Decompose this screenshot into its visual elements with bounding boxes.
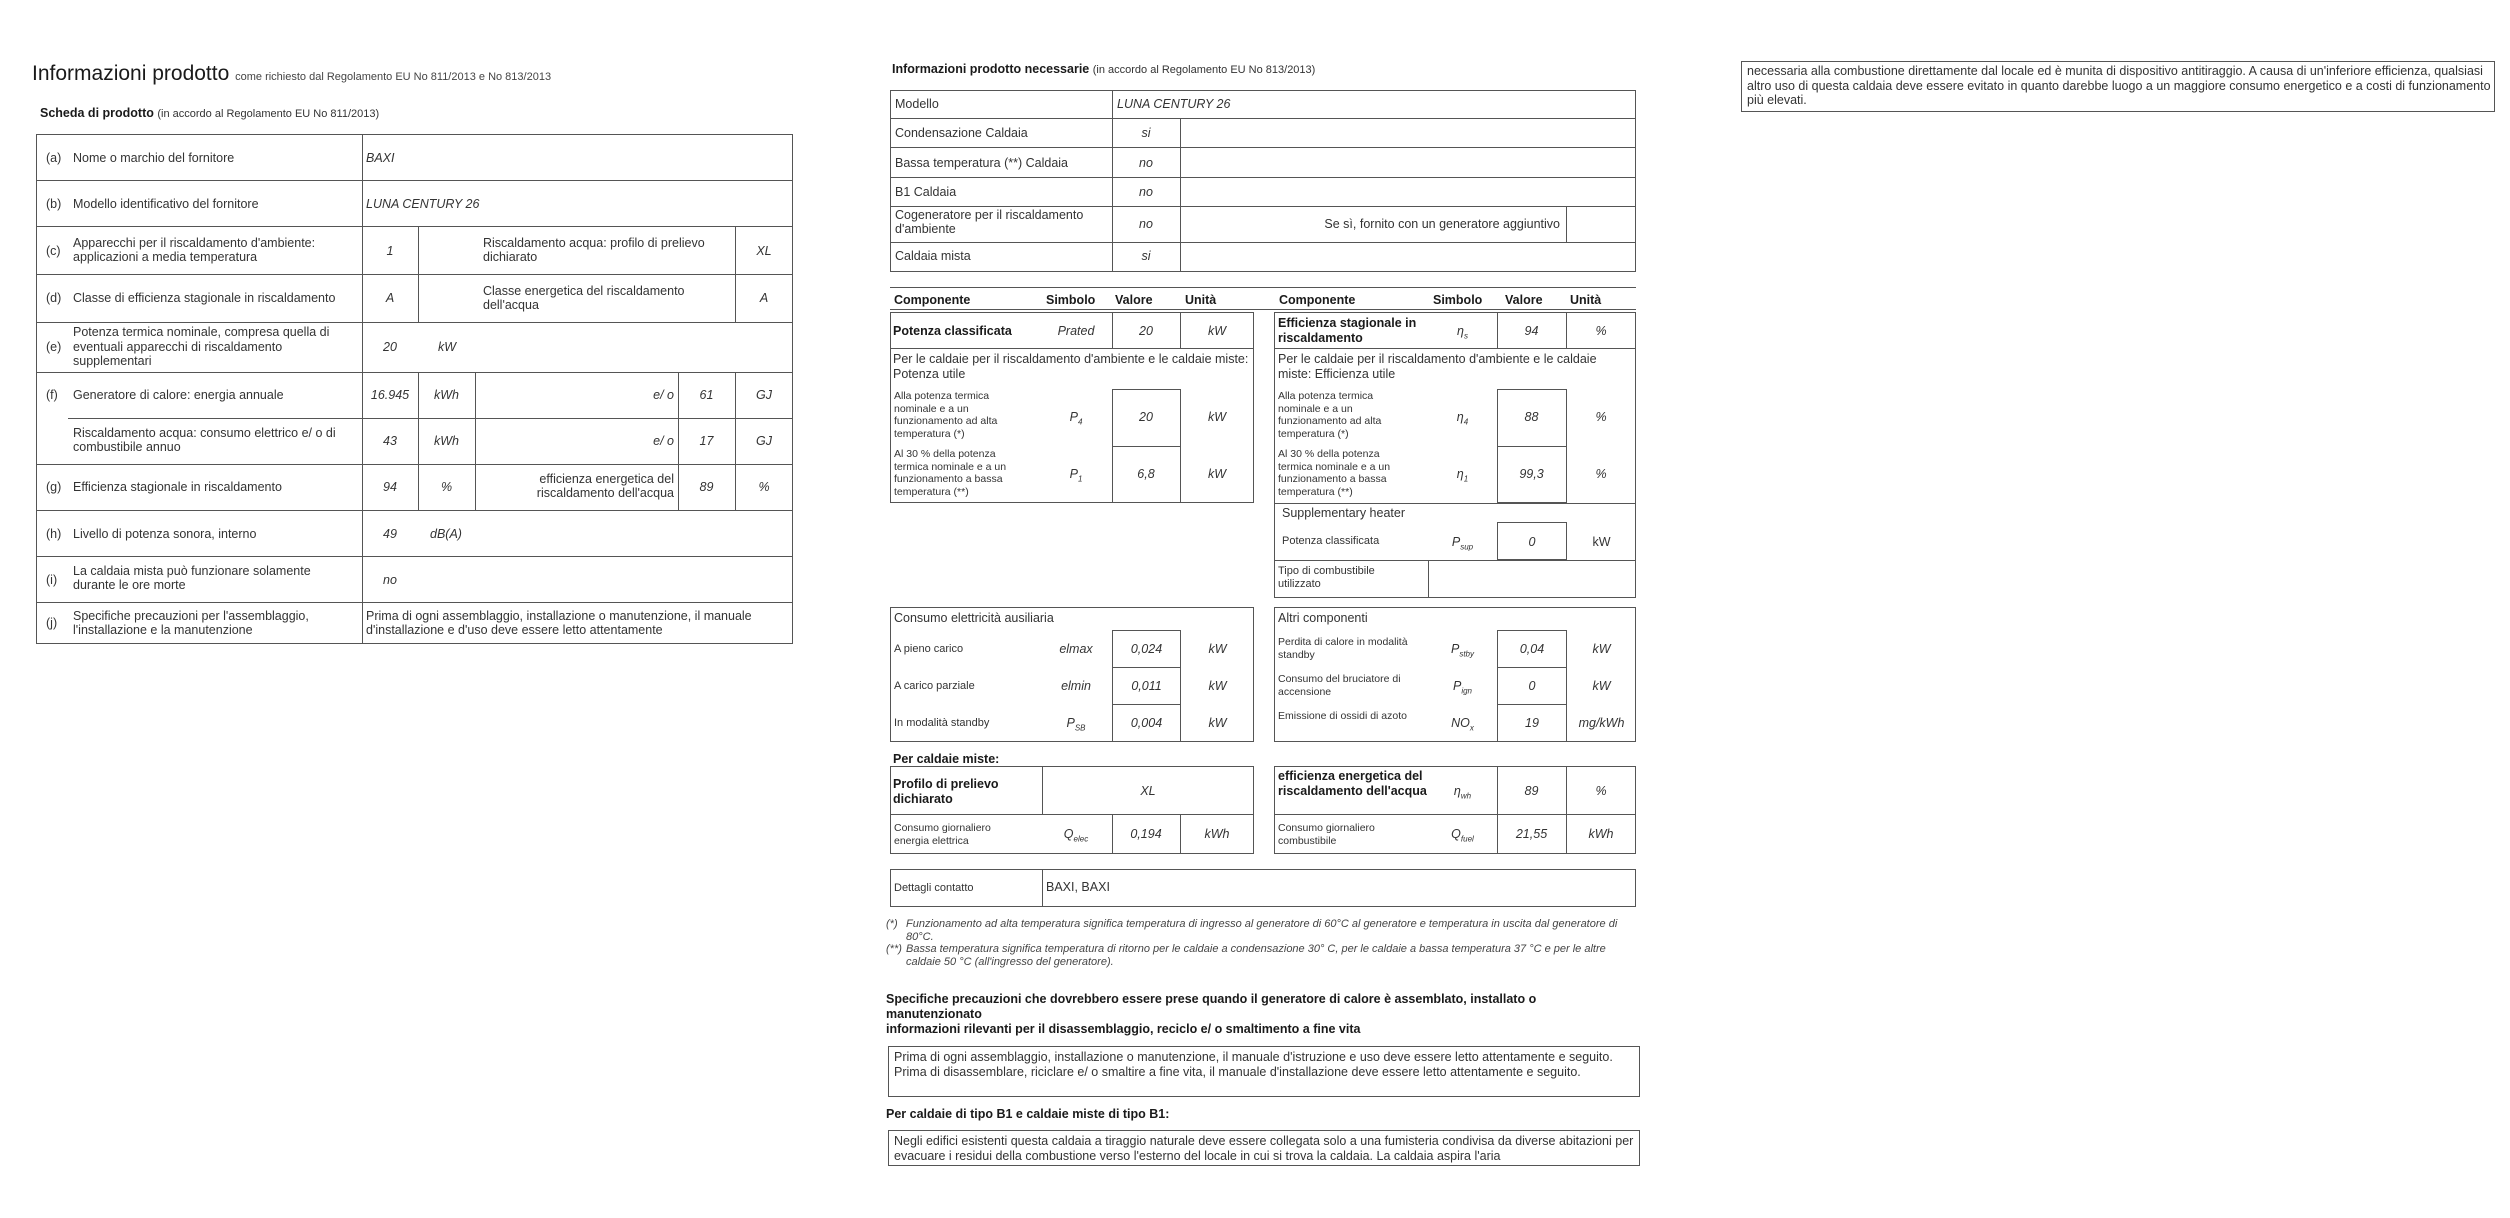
bruciatore-accensione-label: Consumo del bruciatore di accensione xyxy=(1278,673,1401,698)
header-unita-left: Unità xyxy=(1185,293,1217,307)
row-b-value: LUNA CENTURY 26 xyxy=(366,197,480,211)
psup-unit: kW xyxy=(1592,535,1611,549)
row-f-unit2: GJ xyxy=(756,388,772,402)
b1-label: B1 Caldaia xyxy=(895,185,957,199)
efficienza-acqua-label: efficienza energetica del riscaldamento dell'acqua xyxy=(1278,769,1427,798)
nox-symbol: NO xyxy=(1451,716,1470,730)
b1-value: no xyxy=(1139,185,1153,199)
eta-s-symbol: η xyxy=(1457,324,1464,338)
supplementary-heater-title: Supplementary heater xyxy=(1282,506,1405,520)
row-e-index: (e) xyxy=(46,340,62,354)
modello-label: Modello xyxy=(895,97,939,111)
psup-subscript: sup xyxy=(1460,542,1474,552)
header-componente-right: Componente xyxy=(1279,293,1356,307)
consumo-ausiliaria-title: Consumo elettricità ausiliaria xyxy=(894,611,1054,625)
elmax-unit: kW xyxy=(1208,642,1227,656)
psb-subscript: SB xyxy=(1074,723,1086,733)
nox-value: 19 xyxy=(1525,716,1539,730)
qelec-symbol: Q xyxy=(1063,827,1074,841)
row-h-unit: dB(A) xyxy=(430,527,462,541)
eta4-symbol: η xyxy=(1456,410,1464,424)
mid-heading xyxy=(892,62,1315,76)
psup-symbol: P xyxy=(1451,535,1461,549)
potenza-intro: Per le caldaie per il riscaldamento d'ambiente e le caldaie miste: Potenza utile xyxy=(893,352,1249,381)
qelec-value: 0,194 xyxy=(1130,827,1162,841)
row-a-value: BAXI xyxy=(366,151,395,165)
caldaia-mista-value: si xyxy=(1141,249,1151,263)
header-simbolo-left: Simbolo xyxy=(1046,293,1096,307)
ossidi-azoto-label: Emissione di ossidi di azoto xyxy=(1278,710,1407,722)
row-d-index: (d) xyxy=(46,291,62,305)
row-e-unit: kW xyxy=(438,340,457,354)
p4-value: 20 xyxy=(1139,410,1153,424)
eta4-unit: % xyxy=(1595,410,1607,424)
mid-title: Informazioni prodotto necessarie xyxy=(892,62,1090,76)
consumo-combustibile-label: Consumo giornaliero combustibile xyxy=(1278,822,1375,847)
carico-parziale-label: A carico parziale xyxy=(894,680,975,692)
note1-mark: (*) xyxy=(886,918,898,930)
row-h-label: Livello di potenza sonora, interno xyxy=(73,527,257,541)
potenza-classificata-label: Potenza classificata xyxy=(893,324,1012,338)
row-c-label2: Riscaldamento acqua: profilo di prelievo dichiarato xyxy=(483,236,705,264)
row-d-value2: A xyxy=(759,291,769,305)
row-f2-value2: 17 xyxy=(699,434,714,448)
row-g-value: 94 xyxy=(383,480,397,494)
row-f-eo: e/ o xyxy=(653,388,674,402)
row-e-value: 20 xyxy=(383,340,397,354)
elmin-unit: kW xyxy=(1208,679,1227,693)
row-j-value: Prima di ogni assemblaggio, installazione o manutenzione, il manuale d'installazione e d'uso deve essere letto attentamente xyxy=(366,609,752,637)
potenza-classificata-unit: kW xyxy=(1207,324,1227,338)
mid-title-note: (in accordo al Regolamento EU No 813/2013) xyxy=(1092,64,1316,76)
page-title-note: come richiesto dal Regolamento EU No 811/2013 e No 813/2013 xyxy=(235,71,552,83)
header-componente-left: Componente xyxy=(894,293,971,307)
row-j-index: (j) xyxy=(46,616,58,630)
row-i-value: no xyxy=(383,573,397,587)
note1-text: Funzionamento ad alta temperatura significa temperatura di ingresso al generatore di 60°C al generatore e temperatura in uscita dal generatore di 80°C. xyxy=(906,918,1618,943)
p1-symbol: P xyxy=(1069,467,1078,481)
row-j-label: Specifiche precauzioni per l'assemblaggio, l'installazione e la manutenzione xyxy=(73,609,309,637)
header-valore-left: Valore xyxy=(1115,293,1153,307)
p1-subscript: 1 xyxy=(1077,474,1083,484)
p4-symbol: P xyxy=(1069,410,1078,424)
scheda-note: (in accordo al Regolamento EU No 811/2013) xyxy=(157,108,380,120)
pieno-carico-label: A pieno carico xyxy=(894,643,964,655)
caldaia-mista-label: Caldaia mista xyxy=(895,249,971,263)
row-f-index: (f) xyxy=(46,388,58,402)
bassa-temperatura-value: no xyxy=(1139,156,1153,170)
contatto-value: BAXI, BAXI xyxy=(1046,880,1110,894)
row-b-label: Modello identificativo del fornitore xyxy=(73,197,259,211)
bassa-temperatura-label: Bassa temperatura (**) Caldaia xyxy=(895,156,1068,170)
eta-s-subscript: s xyxy=(1463,331,1468,341)
qfuel-value: 21,55 xyxy=(1515,827,1548,841)
psb-symbol: P xyxy=(1066,716,1075,730)
elmax-symbol: elmax xyxy=(1059,642,1093,656)
row-i-label: La caldaia mista può funzionare solamente durante le ore morte xyxy=(73,564,311,592)
nox-subscript: x xyxy=(1469,723,1474,733)
row-f-value: 16.945 xyxy=(370,388,410,402)
eta-wh-value: 89 xyxy=(1524,784,1539,798)
psb-value: 0,004 xyxy=(1130,716,1163,730)
contatto-box xyxy=(890,869,1636,907)
efficienza-eta4-label: Alla potenza termica nominale e a un funzionamento ad alta temperatura (*) xyxy=(1278,390,1382,440)
row-c-index: (c) xyxy=(46,244,61,258)
psup-value: 0 xyxy=(1528,535,1536,549)
eta-s-value: 94 xyxy=(1524,324,1539,338)
row-a-index: (a) xyxy=(46,151,62,165)
eta4-subscript: 4 xyxy=(1463,417,1469,427)
efficienza-stagionale-label: Efficienza stagionale in riscaldamento xyxy=(1278,316,1417,345)
row-d-label: Classe di efficienza stagionale in riscaldamento xyxy=(73,291,336,305)
row-f2-unit2: GJ xyxy=(756,434,772,448)
altri-componenti-title: Altri componenti xyxy=(1278,611,1368,625)
pstby-symbol: P xyxy=(1450,642,1460,656)
row-i-index: (i) xyxy=(46,573,58,587)
eta-s-unit: % xyxy=(1595,324,1607,338)
note2-mark: (**) xyxy=(886,943,902,955)
cogeneratore-note: Se sì, fornito con un generatore aggiuntivo xyxy=(1324,217,1560,231)
precauzioni-title: Specifiche precauzioni che dovrebbero essere prese quando il generatore di calore è assemblato, installato o manutenzionato xyxy=(886,992,1537,1021)
potenza-p4-label: Alla potenza termica nominale e a un funzionamento ad alta temperatura (*) xyxy=(894,390,998,440)
contatto-label: Dettagli contatto xyxy=(894,882,974,894)
psb-unit: kW xyxy=(1208,716,1227,730)
nox-unit: mg/kWh xyxy=(1578,716,1625,730)
row-d-label2: Classe energetica del riscaldamento dell'acqua xyxy=(483,284,685,312)
header-simbolo-right: Simbolo xyxy=(1433,293,1483,307)
scheda-title: Scheda di prodotto xyxy=(40,106,154,120)
header-unita-right: Unità xyxy=(1570,293,1602,307)
eta-wh-subscript: wh xyxy=(1460,791,1472,801)
profilo-prelievo-label: Profilo di prelievo dichiarato xyxy=(893,777,999,806)
row-b-index: (b) xyxy=(46,197,62,211)
row-f-unit: kWh xyxy=(434,388,459,402)
profilo-prelievo-value: XL xyxy=(1140,784,1156,798)
row-c-label: Apparecchi per il riscaldamento d'ambiente: applicazioni a media temperatura xyxy=(73,236,316,264)
eta1-unit: % xyxy=(1595,467,1607,481)
row-c-value: 1 xyxy=(386,244,394,258)
potenza-value-cells xyxy=(1112,389,1181,503)
pstby-subscript: stby xyxy=(1459,649,1474,659)
modello-value: LUNA CENTURY 26 xyxy=(1117,97,1231,111)
perdita-calore-label: Perdita di calore in modalità standby xyxy=(1278,636,1408,661)
row-f-value2: 61 xyxy=(699,388,714,402)
potenza-classificata-symbol: Prated xyxy=(1057,324,1095,338)
cogeneratore-label: Cogeneratore per il riscaldamento d'ambiente xyxy=(895,208,1084,236)
eta1-symbol: η xyxy=(1456,467,1464,481)
row-f2-unit: kWh xyxy=(434,434,459,448)
p1-unit: kW xyxy=(1207,467,1227,481)
smaltimento-title: informazioni rilevanti per il disassemblaggio, reciclo e/ o smaltimento a fine vita xyxy=(886,1022,1361,1036)
p1-value: 6,8 xyxy=(1137,467,1155,481)
row-g-value2: 89 xyxy=(699,480,714,494)
pign-unit: kW xyxy=(1592,679,1611,693)
pstby-value: 0,04 xyxy=(1519,642,1545,656)
qfuel-unit: kWh xyxy=(1588,827,1614,841)
p4-unit: kW xyxy=(1207,410,1227,424)
row-g-index: (g) xyxy=(46,480,62,494)
header-valore-right: Valore xyxy=(1505,293,1543,307)
qfuel-subscript: fuel xyxy=(1460,834,1474,844)
potenza-p1-label: Al 30 % della potenza termica nominale e a un funzionamento a bassa temperatura (**) xyxy=(894,448,1007,498)
pign-value: 0 xyxy=(1528,679,1536,693)
consumo-elettrico-giornaliero-label: Consumo giornaliero energia elettrica xyxy=(894,822,991,847)
tipo-b1-title: Per caldaie di tipo B1 e caldaie miste di tipo B1: xyxy=(886,1107,1170,1121)
pign-subscript: ign xyxy=(1461,686,1473,696)
page-title-text: Informazioni prodotto xyxy=(32,62,230,85)
caldaie-miste-title: Per caldaie miste: xyxy=(893,752,1000,766)
qelec-subscript: elec xyxy=(1073,834,1089,844)
row-g-label: Efficienza stagionale in riscaldamento xyxy=(73,480,282,494)
elmin-symbol: elmin xyxy=(1061,679,1091,693)
eta-wh-unit: % xyxy=(1595,784,1607,798)
row-g-unit: % xyxy=(440,480,453,494)
row-d-value: A xyxy=(385,291,395,305)
note2-text: Bassa temperatura significa temperatura di ritorno per le caldaie a condensazione 30° C, per le caldaie a bassa temperatura 37 °C e per le altre caldaie 50 °C (all'ingresso del generatore). xyxy=(906,943,1606,968)
row-g-label2: efficienza energetica del riscaldamento dell'acqua xyxy=(536,472,674,500)
precauzioni-text: Prima di ogni assemblaggio, installazione o manutenzione, il manuale d'istruzione e uso deve essere letto attentamente e seguito. Prima di disassemblare, riciclare e/ o smaltire a fine vita, il manuale d'installazione deve essere letto attentamente e seguito. xyxy=(894,1050,1613,1079)
pign-symbol: P xyxy=(1452,679,1462,693)
page-title xyxy=(32,62,551,86)
row-e-label: Potenza termica nominale, compresa quella di eventuali apparecchi di riscaldamento supplementari xyxy=(73,325,330,368)
row-h-index: (h) xyxy=(46,527,62,541)
row-g-unit2: % xyxy=(758,480,770,494)
condensazione-label: Condensazione Caldaia xyxy=(895,126,1028,140)
qfuel-symbol: Q xyxy=(1451,827,1461,841)
scheda-heading xyxy=(40,106,379,120)
pstby-unit: kW xyxy=(1592,642,1611,656)
row-c-value2: XL xyxy=(756,244,772,258)
row-f2-eo: e/ o xyxy=(653,434,674,448)
tipo-combustibile-label: Tipo di combustibile utilizzato xyxy=(1278,565,1375,590)
cogeneratore-value: no xyxy=(1139,217,1153,231)
row-f2-label: Riscaldamento acqua: consumo elettrico e/ o di combustibile annuo xyxy=(73,426,336,454)
row-f2-value: 43 xyxy=(383,434,397,448)
condensazione-value: si xyxy=(1141,126,1151,140)
p4-subscript: 4 xyxy=(1077,417,1083,427)
efficienza-eta1-label: Al 30 % della potenza termica nominale e a un funzionamento a bassa temperatura (**) xyxy=(1278,448,1391,498)
elmax-value: 0,024 xyxy=(1130,642,1163,656)
supp-potenza-label: Potenza classificata xyxy=(1282,535,1380,547)
eta-wh-symbol: η xyxy=(1453,784,1461,798)
eta4-value: 88 xyxy=(1524,410,1539,424)
elmin-value: 0,011 xyxy=(1131,679,1162,693)
row-h-value: 49 xyxy=(383,527,397,541)
eta1-subscript: 1 xyxy=(1463,474,1469,484)
row-f-label: Generatore di calore: energia annuale xyxy=(73,388,284,402)
efficienza-intro: Per le caldaie per il riscaldamento d'ambiente e le caldaie miste: Efficienza utile xyxy=(1278,352,1597,381)
tipo-b1-text: Negli edifici esistenti questa caldaia a tiraggio naturale deve essere collegata solo a una fumisteria condivisa da diverse abitazioni per evacuare i residui della combustione verso l'esterno del locale in cui si trova la caldaia. La caldaia aspira l'aria xyxy=(894,1134,1634,1163)
potenza-classificata-value: 20 xyxy=(1139,324,1153,338)
eta1-value: 99,3 xyxy=(1519,467,1544,481)
qelec-unit: kWh xyxy=(1204,827,1230,841)
continuation-text: necessaria alla combustione direttamente dal locale ed è munita di dispositivo antitiraggio. A causa di un'inferiore efficienza, qualsiasi altro uso di questa caldaia deve essere evitato in quanto darebbe luogo a un maggiore consumo energetico e a costi di funzionamento più elevati. xyxy=(1747,64,2491,107)
standby-label: In modalità standby xyxy=(894,717,990,729)
row-a-label: Nome o marchio del fornitore xyxy=(73,151,235,165)
